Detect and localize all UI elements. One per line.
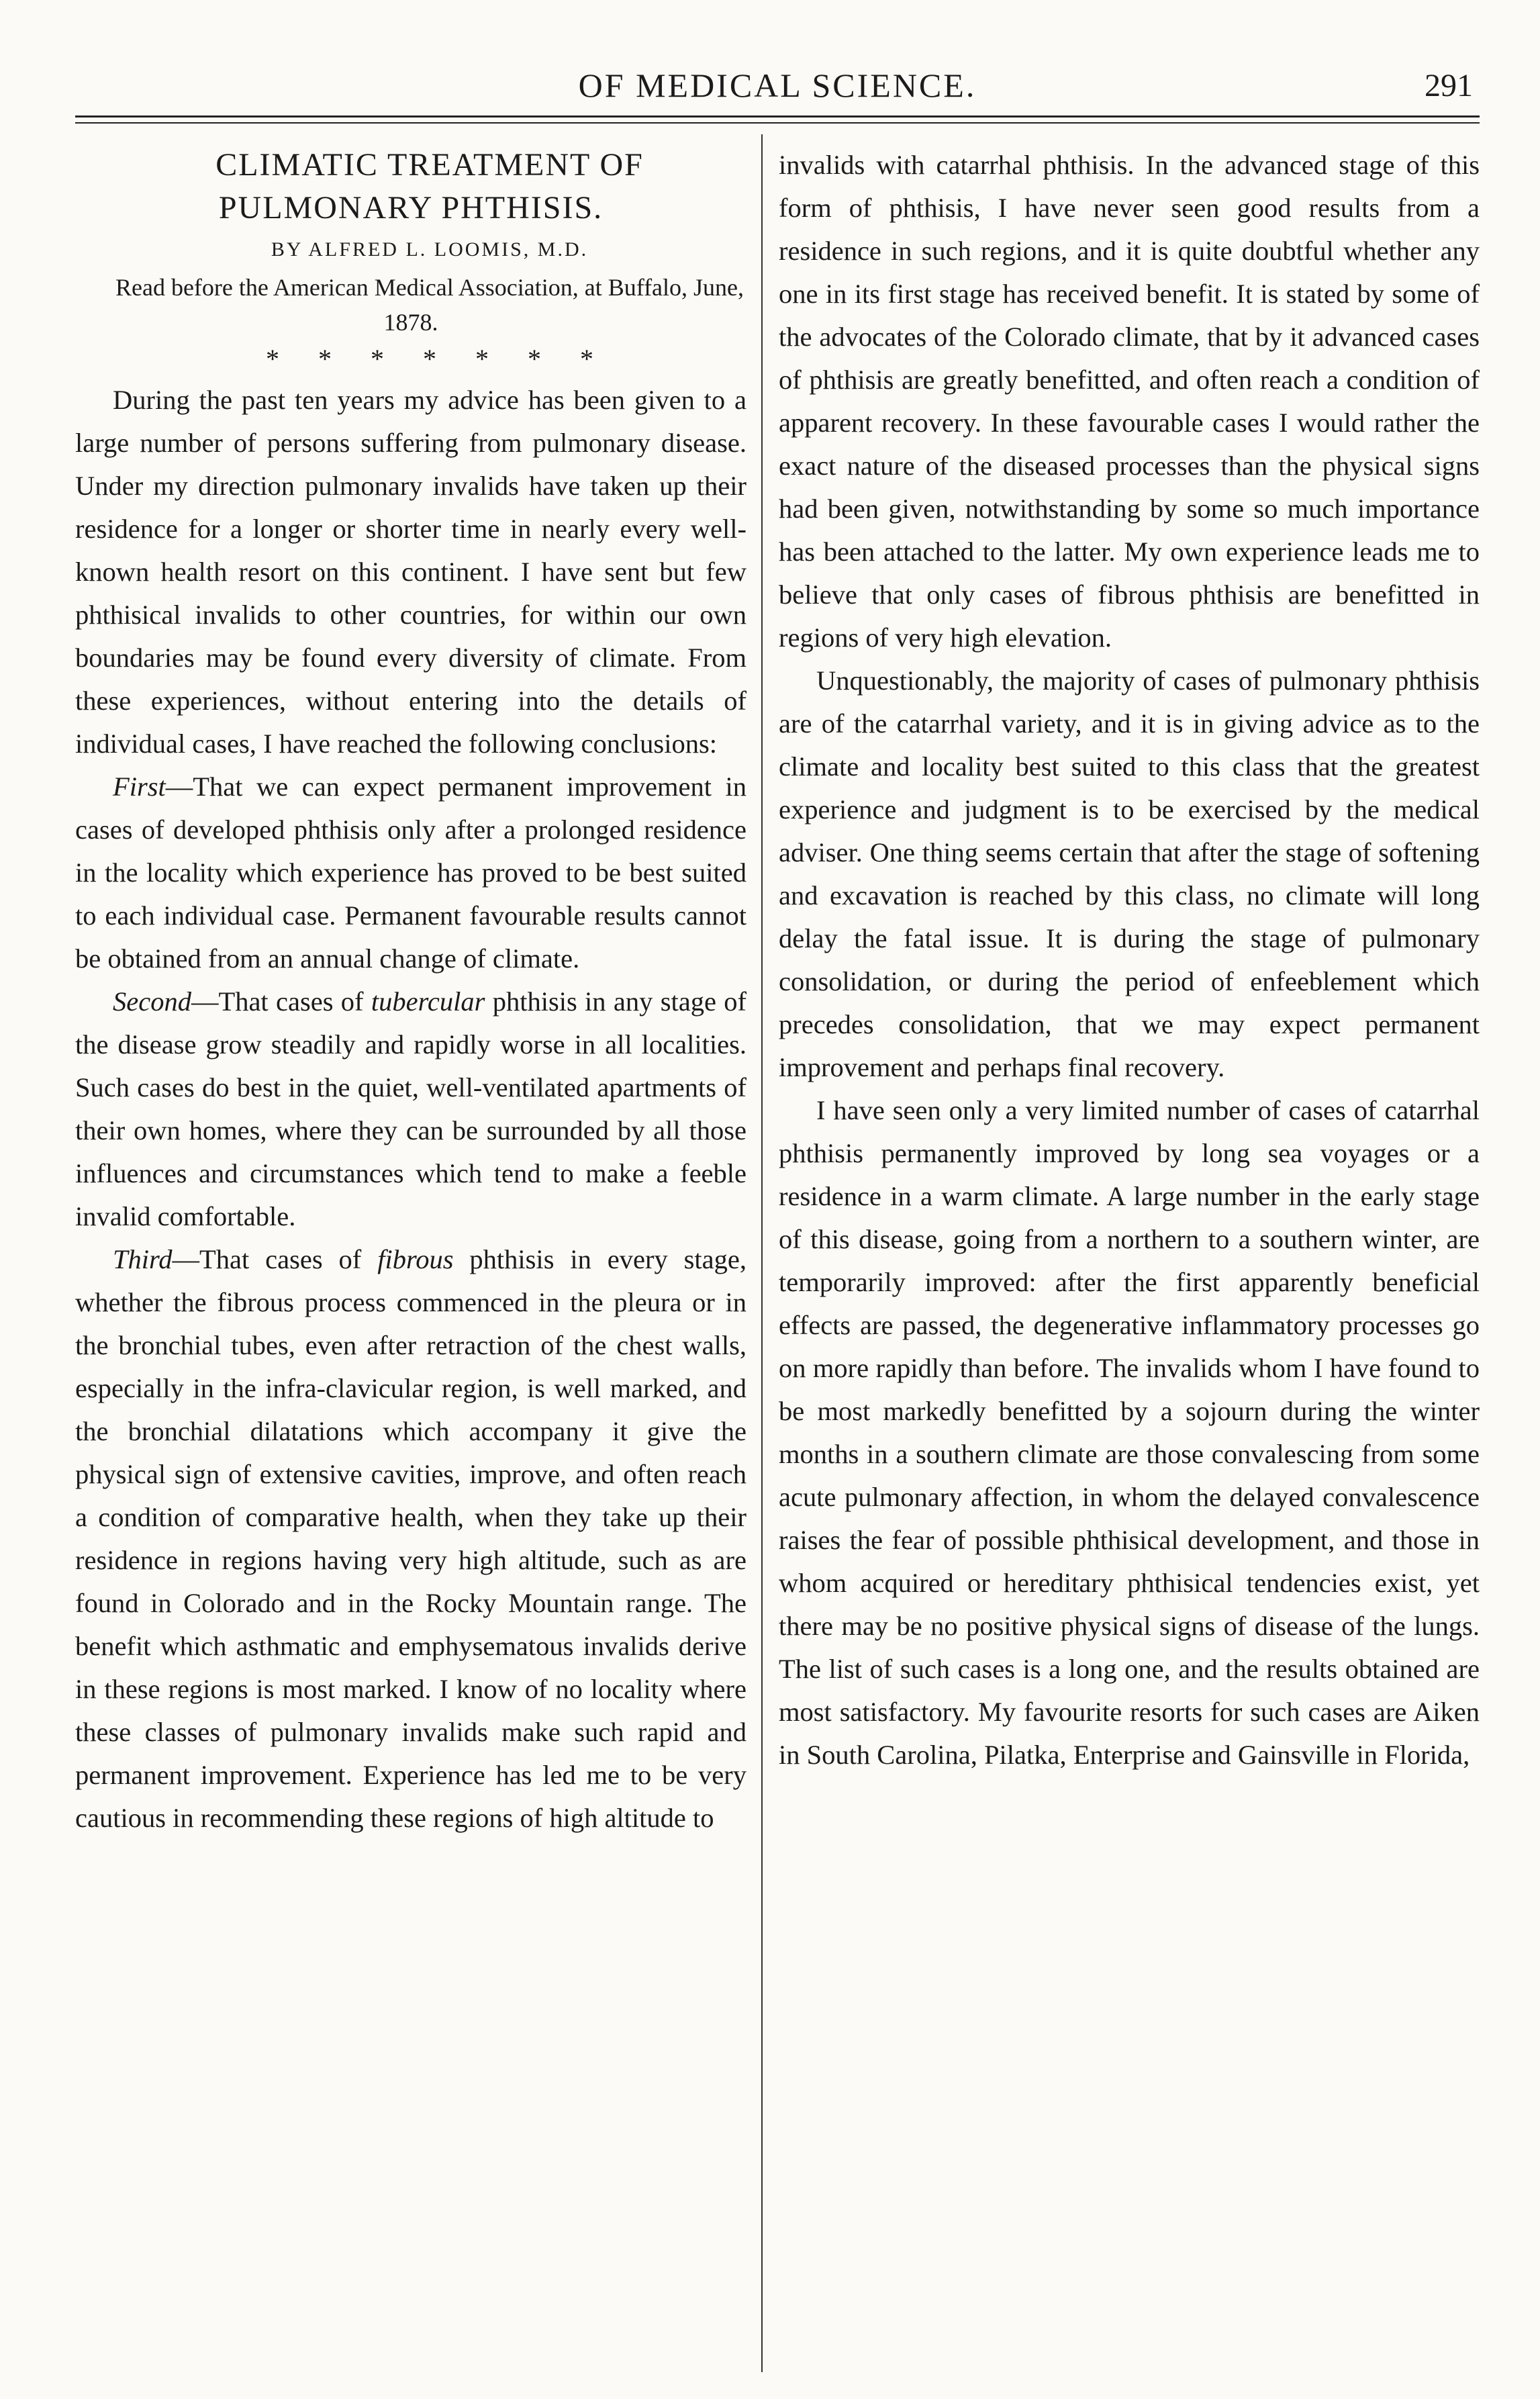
header-rule-top [75,115,1480,117]
paragraph-third [75,1238,747,1840]
second-label: Second [113,986,191,1017]
read-note: Read before the American Medical Association, at Buffalo, June, 1878. [115,274,744,336]
third-text-pre: —That cases of [172,1244,378,1274]
running-title: OF MEDICAL SCIENCE. [578,66,977,104]
first-label: First [113,771,166,802]
paragraph-intro: During the past ten years my advice has been given to a large number of persons suffering from pulmonary disease. Under my direction pulmonary invalids have taken up their residence for a longer or shorter time in nearly every well-known health resort on this continent. I have sent but few phthisical invalids to other countries, for within our own boundaries may be found every diversity of climate. From these experiences, without entering into the details of individual cases, I have reached the following conclusions: [75,385,747,759]
column-divider [761,134,763,2372]
right-column [779,144,1480,1777]
third-text-post: phthisis in every stage, whether the fibrous process commenced in the pleura or in the bronchial tubes, even after retraction of the chest walls, especially in the infra-clavicular region, is well marked, and the bronchial dilatations which accompany it give the physical sign of extensive cavities, improve, and often reach a condition of comparative health, when they take up their residence in regions having very high altitude, such as are found in Colorado and in the Rocky Mountain range. The benefit which asthmatic and emphysematous invalids derive in these regions is most marked. I know of no locality where these classes of pulmonary invalids make such rapid and permanent improvement. Experience has led me to be very cautious in recommending these regions of high altitude to [75,1244,747,1833]
paragraph-first [75,765,747,980]
second-text-post: phthisis in any stage of the disease grow steadily and rapidly worse in all localities. Such cases do best in the quiet, well-ventilated apartments of their own homes, where they can be surrounded by all those influences and circumstances which tend to make a feeble invalid comfortable. [75,986,747,1231]
left-column [75,144,747,1840]
paragraph-limited-number: I have seen only a very limited number of cases of catarrhal phthisis permanently improved by long sea voyages or a residence in a warm climate. A large number in the early stage of this disease, going from a northern to a southern winter, are temporarily improved: after the first apparently beneficial effects are passed, the degenerative inflammatory processes go on more rapidly than before. The invalids whom I have found to be most markedly benefitted by a sojourn during the winter months in a southern climate are those convalescing from some acute pulmonary affection, in whom the delayed convalescence raises the fear of possible phthisical development, and those in whom acquired or hereditary phthisical tendencies exist, yet there may be no positive physical signs of disease of the lungs. The list of such cases is a long one, and the results obtained are most satisfactory. My favourite resorts for such cases are Aiken in South Carolina, Pilatka, Enterprise and Gainsville in Florida, [779,1095,1480,1770]
page-number: 291 [1425,68,1473,103]
paragraph-second [75,980,747,1238]
article-title: CLIMATIC TREATMENT OF PULMONARY PHTHISIS. [215,147,644,226]
paragraph-continued: invalids with catarrhal phthisis. In the advanced stage of this form of phthisis, I have never seen good results from a residence in such regions, and it is quite doubtful whether any one in its first stage has received benefit. It is stated by some of the advocates of the Colorado climate, that by it advanced cases of phthisis are greatly benefitted, and often reach a condition of apparent recovery. In these favourable cases I would rather the exact nature of the diseased processes than the physical signs had been given, notwithstanding by some so much importance has been attached to the latter. My own experience leads me to believe that only cases of fibrous phthisis are benefitted in regions of very high elevation. [779,150,1480,653]
third-emphasis: fibrous [377,1244,454,1274]
header-rule-bottom [75,122,1480,124]
third-label: Third [113,1244,173,1274]
second-text-pre: —That cases of [191,986,371,1017]
paragraph-unquestionably: Unquestionably, the majority of cases of pulmonary phthisis are of the catarrhal variety, and it is in giving advice as to the climate and locality best suited to this class that the greatest experience and judgment is to be exercised by the medical adviser. One thing seems certain that after the stage of softening and excavation is reached by this class, no climate will long delay the fatal issue. It is during the stage of pulmonary consolidation, or during the period of enfeeblement which precedes consolidation, that we may expect permanent improvement and perhaps final recovery. [779,665,1480,1082]
first-text: —That we can expect permanent improvement in cases of developed phthisis only after a prolonged residence in the locality which experience has proved to be best suited to each individual case. Permanent favourable results cannot be obtained from an annual change of climate. [75,771,747,974]
page-header [75,52,1480,113]
second-emphasis: tubercular [371,986,485,1017]
section-stars: * * * * * * * [266,344,593,374]
article-byline: BY ALFRED L. LOOMIS, M.D. [271,238,589,261]
